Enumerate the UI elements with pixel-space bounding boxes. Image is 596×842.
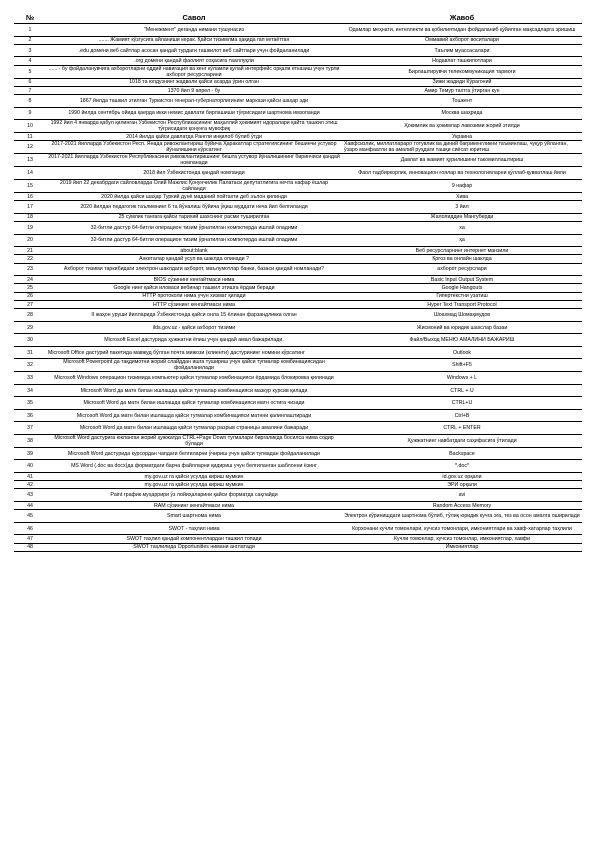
question-cell: 32-битли дастур 64-битли операцион тизим ўрнатилган компютерда ишлай оладими: [46, 222, 342, 235]
table-row: [14, 301, 582, 309]
table-row: [14, 95, 582, 108]
question-cell: 2014 йилда қайси давлатда Рангли инқилоб бўлиб ўтди: [46, 133, 342, 141]
answer-cell: Таълим муассасалари: [342, 44, 582, 57]
table-row: [14, 384, 582, 397]
question-cell: Ахборот тизими таркибидаги электрон шаклдаги ахборот, маълумотлар банки, базаси қандай номланади?: [46, 263, 342, 276]
row-number: 20: [14, 234, 46, 247]
answer-cell: ЭРИ орқали: [342, 481, 582, 489]
table-row: [14, 334, 582, 347]
row-number: 43: [14, 489, 46, 502]
row-number: 37: [14, 422, 46, 435]
question-cell: SWOT таҳлилида Opportunities нимани англатади: [46, 543, 342, 551]
answer-cell: Файл/Выход МЕНЮ АМАЛИНИ БАЖАРИШ: [342, 334, 582, 347]
table-row: [14, 397, 582, 410]
question-cell: 1990 йилда сентябрь ойида қаерда икки немис давлати бирлашиши тўғрисидаги шартнома имзоланди: [46, 107, 342, 120]
table-row: [14, 255, 582, 263]
answer-cell: Ҳокимлик ва ҳокимлар лавозими жорий этилди: [342, 120, 582, 133]
question-cell: 2019 йил 22 декабрдаги сайловларда Олий Мажлис Қонунчилик Палатаси депутатлигига нечта нафар ёшлар сайланди: [46, 179, 342, 192]
table-row: [14, 422, 582, 435]
row-number: 29: [14, 321, 46, 334]
question-cell: Google нинг қайси иловаси вебинар ташкил этишга ёрдам беради: [46, 284, 342, 292]
row-number: 23: [14, 263, 46, 276]
question-cell: Microsoft Word дастурига юкланган жорий ҳужжатда CTRL+Page Down тугмалари биргаликда босилса нима содир бўлади: [46, 434, 342, 447]
row-number: 6: [14, 78, 46, 86]
answer-cell: Ctrl+B: [342, 409, 582, 422]
row-number: 46: [14, 522, 46, 535]
answer-cell: Фаол тадбиркорлик, инновацион ғоялар ва технологияларни қўллаб-қувватлаш йили: [342, 167, 582, 180]
row-number: 21: [14, 247, 46, 255]
question-cell: SWOT - таҳлил нима: [46, 522, 342, 535]
header-row: [14, 11, 582, 24]
question-cell: Smart шартнома нима: [46, 510, 342, 523]
row-number: 25: [14, 284, 46, 292]
question-cell: 1992 йил 4 январда қабул қилинган Ўзбекистон Республикасининг маҳаллий ҳокимият идоралари қайта ташкил этиш тўғрисидаги қонунга мувофиқ: [46, 120, 342, 133]
question-cell: Paint график муҳаррири ўз лойиҳаларини қайси форматда сақлайди: [46, 489, 342, 502]
answer-cell: id.gov.uz орқали: [342, 472, 582, 480]
answer-cell: Гипертекстни узатиш: [342, 292, 582, 300]
row-number: 40: [14, 460, 46, 473]
answer-cell: Google Hangouts: [342, 284, 582, 292]
row-number: 17: [14, 201, 46, 214]
question-cell: 25 сўмлик тангага қайси тарихий шахснинг расми туширилган: [46, 213, 342, 221]
table-row: [14, 179, 582, 192]
row-number: 32: [14, 359, 46, 372]
answer-cell: Хива: [342, 192, 582, 200]
answer-cell: CTRL + U: [342, 384, 582, 397]
row-number: 2: [14, 36, 46, 44]
answer-cell: Давлат ва жамият қурилишини такомиллаштириш: [342, 154, 582, 167]
answer-cell: Хавфсизлик, миллатлараро тотувлик ва диний бағрикенгликни таъминлаш, чуқур ўйланган, ўзаро манфаатли ва амалий руҳдаги ташқи сиёсат юритиш: [342, 141, 582, 154]
row-number: 16: [14, 192, 46, 200]
table-row: [14, 447, 582, 460]
answer-cell: ха: [342, 222, 582, 235]
row-number: 14: [14, 167, 46, 180]
row-number: 45: [14, 510, 46, 523]
header-question: Савол: [46, 11, 342, 24]
question-cell: Microsoft Word да матн билан ишлашда қайси тугмалар разрыв страницы амалини бажаради: [46, 422, 342, 435]
question-cell: ilds.gov.uz - қайси ахборот тизими: [46, 321, 342, 334]
answer-cell: Жисмоний ва юридик шахслар базаи: [342, 321, 582, 334]
question-cell: II жаҳон уруши йилларида Ўзбекистонда қайси онла 15 ёлинан фарзандликка олган: [46, 309, 342, 322]
answer-cell: Москва шаҳрида: [342, 107, 582, 120]
table-row: [14, 107, 582, 120]
question-cell: Microsoft Excel дастурида ҳужжатни ёпиш учун қандай амал бажарилади.: [46, 334, 342, 347]
row-number: 39: [14, 447, 46, 460]
table-row: [14, 510, 582, 523]
row-number: 33: [14, 372, 46, 385]
question-cell: Microsoft Word да матн билан ишлашда қайси тугмалар комбинацияси мазкур курсив қилади: [46, 384, 342, 397]
answer-cell: Basic Input Output System: [342, 276, 582, 284]
question-cell: .edu домени веб сайтлар асосан қандай турдаги ташкилот веб сайтлари учун фойдаланилади: [46, 44, 342, 57]
table-row: [14, 192, 582, 200]
row-number: 27: [14, 301, 46, 309]
row-number: 8: [14, 95, 46, 108]
question-cell: Microsoft Word дастурида курсордан чапдаги белгиларни ўчириш учун қайси тугмадан фойдаланилади: [46, 447, 342, 460]
answer-cell: Кучли томонлар, кучсиз томонлар, имкониятлар, хавфи: [342, 535, 582, 543]
table-row: [14, 359, 582, 372]
table-row: [14, 120, 582, 133]
answer-cell: Одамлар меҳнати, интеллекти ва қобилиятидан фойдаланиб қўйилган мақсадларга эришиш: [342, 24, 582, 37]
question-cell: .org домени қандай фаолият соҳасига тааллуқли: [46, 57, 342, 65]
table-row: [14, 372, 582, 385]
answer-cell: Шоахмад Шомаҳмудов: [342, 309, 582, 322]
row-number: 13: [14, 154, 46, 167]
row-number: 22: [14, 255, 46, 263]
question-cell: 1867 йилда ташкил этилган Туркистон генерал-губернаторлигининг маркази қайси шаҳар эди: [46, 95, 342, 108]
question-cell: Microsoft Word да матн билан ишлашда қайси тугмалар комбинацияси матнни қалинлаштиради: [46, 409, 342, 422]
table-row: [14, 543, 582, 551]
question-cell: my.gov.uz га қайси усулда кириш мумкин: [46, 472, 342, 480]
table-row: [14, 154, 582, 167]
row-number: 48: [14, 543, 46, 551]
table-row: [14, 86, 582, 94]
question-cell: ...... - бу фойдаланувчига ахборотларни оддий навигация ва кенг кўламли қулай интерфейс орқали етказиш учун турли ахборот ресурсларини: [46, 65, 342, 78]
header-number: №: [14, 11, 46, 24]
question-cell: ....... Жамият кўзгусига айланиши керак. Қайси тизимлма ҳақида гап кетаётган: [46, 36, 342, 44]
table-row: [14, 201, 582, 214]
table-row: [14, 78, 582, 86]
table-row: [14, 65, 582, 78]
answer-cell: Ҳужжатнинг навбатдаги саҳифасига ўтилади: [342, 434, 582, 447]
table-row: [14, 522, 582, 535]
question-cell: RAM сўзининг кенгайтмаси нима: [46, 501, 342, 509]
row-number: 42: [14, 481, 46, 489]
answer-cell: Shift+F5: [342, 359, 582, 372]
table-row: [14, 141, 582, 154]
table-row: [14, 133, 582, 141]
header-answer: Жавоб: [342, 11, 582, 24]
answer-cell: ахборот ресурслари: [342, 263, 582, 276]
question-cell: 2017-2021 йилларда Ўзбекистон Респ. Янада ривожлантириш бўйича Ҳаракатлар стратегиясининг бешинчи устувор йўналишини кўрсатинг: [46, 141, 342, 154]
answer-cell: Hyper Text Transport Protocol: [342, 301, 582, 309]
table-row: [14, 535, 582, 543]
table-row: [14, 36, 582, 44]
question-cell: "Менежмент" деганда нимани тушунасиз: [46, 24, 342, 37]
table-row: [14, 213, 582, 221]
answer-cell: Украина: [342, 133, 582, 141]
row-number: 28: [14, 309, 46, 322]
table-row: [14, 57, 582, 65]
row-number: 10: [14, 120, 46, 133]
answer-cell: Тошкент: [342, 95, 582, 108]
answer-cell: 9 нафар: [342, 179, 582, 192]
answer-cell: Outlook: [342, 346, 582, 359]
answer-cell: Веб ресурсларнинг интернет манзили: [342, 247, 582, 255]
row-number: 1: [14, 24, 46, 37]
row-number: 30: [14, 334, 46, 347]
table-row: [14, 284, 582, 292]
question-cell: Microsoft Powerpoint да тақдимотни жорий слайддан ишга тушириш учун қайси тугмалар комбинациясидан фойдаланилади: [46, 359, 342, 372]
question-cell: BIOS сўзининг кенгайтмаси нима: [46, 276, 342, 284]
answer-cell: Backspace: [342, 447, 582, 460]
table-body: [14, 24, 582, 552]
answer-cell: Бирлаштирувчи телекоммуникация тармоғи: [342, 65, 582, 78]
qa-table: [14, 11, 582, 552]
row-number: 11: [14, 133, 46, 141]
row-number: 12: [14, 141, 46, 154]
question-cell: HTTP протоколи нима учун хизмат қилади: [46, 292, 342, 300]
answer-cell: Random Access Memory: [342, 501, 582, 509]
row-number: 34: [14, 384, 46, 397]
answer-cell: Корхонани кучли томонлари, кучсиз томонлари, имкониятлари ва хавф-хатарлар таҳлили: [342, 522, 582, 535]
table-row: [14, 263, 582, 276]
table-row: [14, 167, 582, 180]
row-number: 35: [14, 397, 46, 410]
question-cell: Анкеталар қандай усул ва шаклда олинади ?: [46, 255, 342, 263]
row-number: 19: [14, 222, 46, 235]
row-number: 26: [14, 292, 46, 300]
answer-cell: avi: [342, 489, 582, 502]
question-cell: about:blank: [46, 247, 342, 255]
table-row: [14, 501, 582, 509]
row-number: 47: [14, 535, 46, 543]
question-cell: Microsoft Office дастурий пакетида мавжуд бўлган почта мижози (клиенти) дастурининг номини кўрсатинг: [46, 346, 342, 359]
row-number: 15: [14, 179, 46, 192]
row-number: 41: [14, 472, 46, 480]
row-number: 24: [14, 276, 46, 284]
table-row: [14, 346, 582, 359]
answer-cell: Нодавлат ташкилотлари: [342, 57, 582, 65]
table-row: [14, 247, 582, 255]
table-row: [14, 472, 582, 480]
question-cell: HTTP сўзининг кенгайтмаси нима: [46, 301, 342, 309]
table-row: [14, 44, 582, 57]
answer-cell: Жалолиддин Мангуберди: [342, 213, 582, 221]
question-cell: 1370 йил 9 апрел - бу: [46, 86, 342, 94]
answer-cell: 3 йил: [342, 201, 582, 214]
question-cell: 2018 йил Ўзбекистонда қандай номланди: [46, 167, 342, 180]
row-number: 36: [14, 409, 46, 422]
row-number: 5: [14, 65, 46, 78]
answer-cell: CTRL + ENTER: [342, 422, 582, 435]
answer-cell: Оммавий ахборот воситалари: [342, 36, 582, 44]
row-number: 44: [14, 501, 46, 509]
question-cell: Microsoft Word да матн билан ишлашда қайси тугмалар комбинацияси матн остига чизади: [46, 397, 342, 410]
question-cell: 1018 та юлдузнинг жадвали қайси асарда ўрин олган: [46, 78, 342, 86]
question-cell: 2017-2021 йилларда Ўзбекистон Республикасини ривожлантиришнинг бешта устувор йўналишининг биринчиси қандай номланади: [46, 154, 342, 167]
question-cell: my.gov.uz га қайси усулда кириш мумкин: [46, 481, 342, 489]
table-row: [14, 460, 582, 473]
table-row: [14, 481, 582, 489]
table-row: [14, 409, 582, 422]
table-row: [14, 292, 582, 300]
question-cell: 2020 йилда қайси шаҳар Туркий дунё маданий пойтахти деб эълон қилинди: [46, 192, 342, 200]
question-cell: MS Word (.doc ва docx)да форматдаги барча файлларни қидириш учун белгиланган шаблонни ёзинг: [46, 460, 342, 473]
question-cell: 32-битли дастур 64-битли операцион тизим ўрнатилган компютерда ишлай оладими: [46, 234, 342, 247]
table-row: [14, 321, 582, 334]
answer-cell: Амир Темур тахтга ўтирган кун: [342, 86, 582, 94]
row-number: 4: [14, 57, 46, 65]
answer-cell: Имкониятлар: [342, 543, 582, 551]
table-row: [14, 309, 582, 322]
row-number: 9: [14, 107, 46, 120]
question-cell: SWOT таҳлил қандай компонентлардан ташкил топади: [46, 535, 342, 543]
answer-cell: CTRL+U: [342, 397, 582, 410]
table-row: [14, 489, 582, 502]
table-row: [14, 24, 582, 37]
answer-cell: Электрон кўринишдаги шартнома бўлиб, тўлиқ юридик кучга эга, тез ва осон амалга оширилади: [342, 510, 582, 523]
answer-cell: Қоғоз ва онлайн шаклда: [342, 255, 582, 263]
question-sheet: [14, 11, 582, 552]
table-row: [14, 434, 582, 447]
answer-cell: *.doc*: [342, 460, 582, 473]
answer-cell: Зижи жадиди Кўрагоний: [342, 78, 582, 86]
row-number: 38: [14, 434, 46, 447]
row-number: 31: [14, 346, 46, 359]
table-row: [14, 222, 582, 235]
row-number: 3: [14, 44, 46, 57]
row-number: 7: [14, 86, 46, 94]
question-cell: Microsoft Windows операцион тизимида компьютер қайси тугмалар комбинацияси ёрдамида блокировка қилинади: [46, 372, 342, 385]
row-number: 18: [14, 213, 46, 221]
table-row: [14, 234, 582, 247]
answer-cell: Windows + L: [342, 372, 582, 385]
table-row: [14, 276, 582, 284]
answer-cell: ҳа: [342, 234, 582, 247]
question-cell: 2020 йилдан педагогик таълимнинг 6 та йўналиш бўйича ўқиш муддати неча йил белгиланди: [46, 201, 342, 214]
